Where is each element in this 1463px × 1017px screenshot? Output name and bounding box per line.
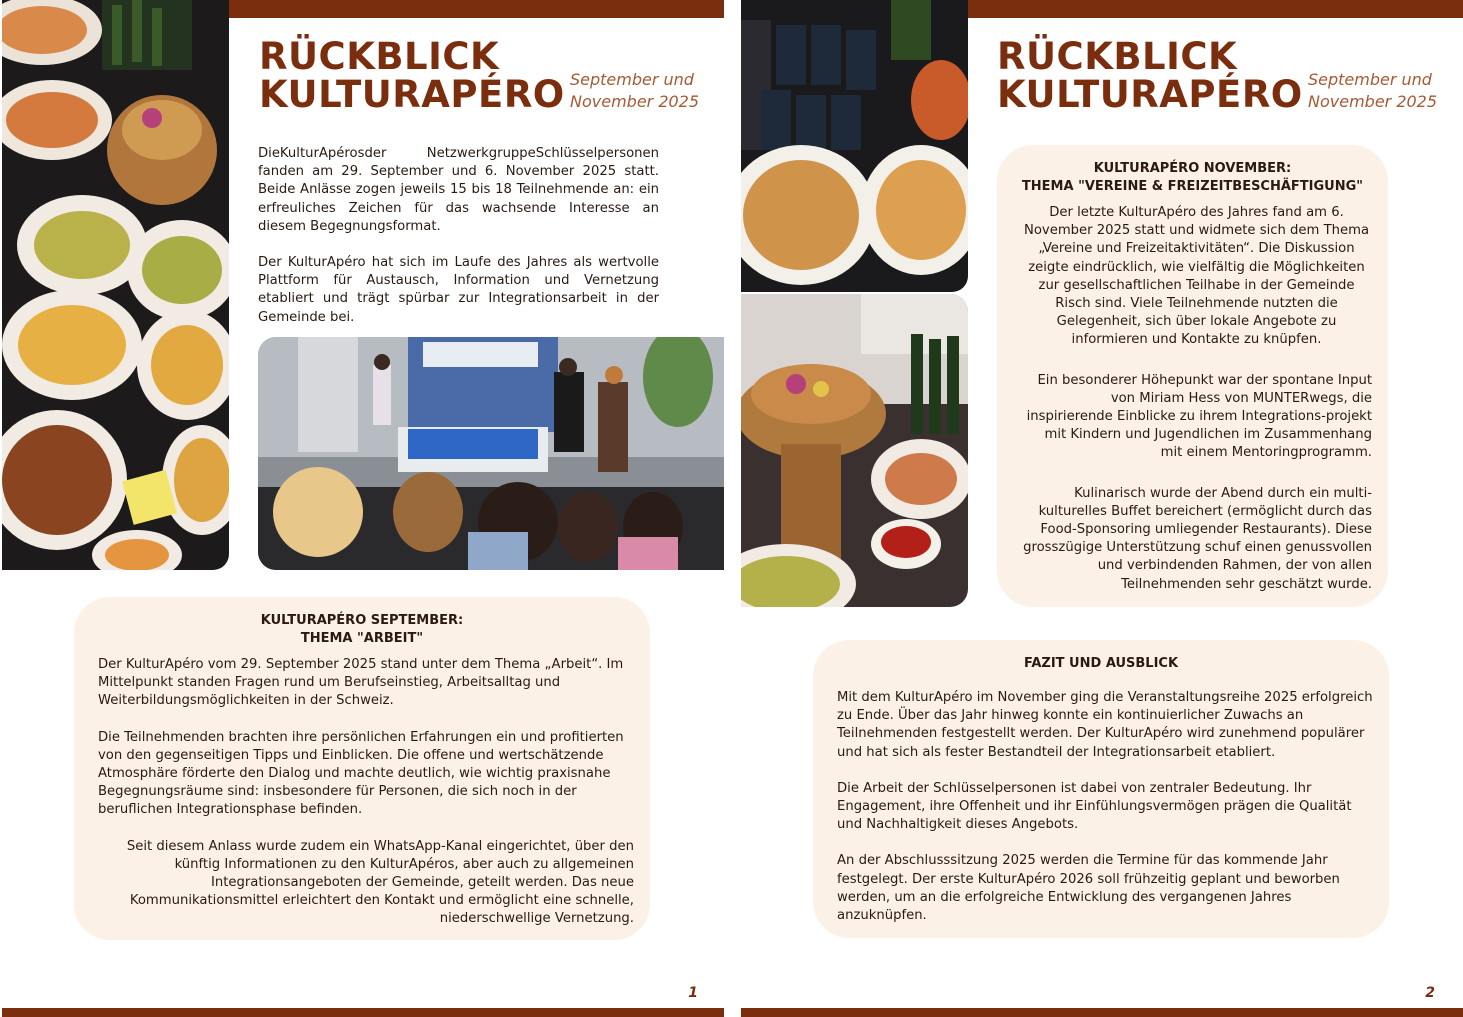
card-heading: KULTURAPÉRO SEPTEMBER: THEMA "ARBEIT" xyxy=(260,613,464,646)
card-paragraph: Ein besonderer Höhepunkt war der spontane Input von Miriam Hess von MUNTERwegs, die inspirierende Einblicke zu ihrem Integrations-projekt mit Kindern und Jugendlichen im Zusammenhang mit einem Mentoringprogramm. xyxy=(1026,372,1372,461)
buffet-table-photo xyxy=(741,294,968,607)
card-heading: KULTURAPÉRO NOVEMBER: THEMA "VEREINE & FREIZEITBESCHÄFTIGUNG" xyxy=(1021,161,1364,194)
card-body xyxy=(1021,204,1372,594)
card-kulturapero-november xyxy=(997,145,1388,607)
page-2 xyxy=(741,0,1463,1017)
card-body xyxy=(98,656,634,929)
card-paragraph: Der KulturApéro vom 29. September 2025 stand unter dem Thema „Arbeit“. Im Mittelpunkt standen Fragen rund um Berufseinstieg, Arbeitsalltag und Weiterbildungsmöglichkeiten in der Schweiz. xyxy=(98,657,624,709)
card-paragraph: Seit diesem Anlass wurde zudem ein WhatsApp-Kanal eingerichtet, über den künftig Informationen zu den KulturApéros, aber auch zu allgemeinen Integrationsangeboten der Gemeinde, geteilt werden. Das neue Kommunikationsmittel erleichtert den Kontakt und ermöglicht eine schnelle, niederschwellige Vernetzung. xyxy=(126,838,634,927)
intro-paragraph: Der KulturApéro hat sich im Laufe des Jahres als wertvolle Plattform für Austausch, Information und Vernetzung etabliert und trägt spürbar zur Integrationsarbeit in der Gemeinde bei. xyxy=(258,255,659,325)
card-kulturapero-september xyxy=(74,597,650,940)
intro-paragraph: DieKulturApérosder NetzwerkgruppeSchlüsselpersonen fanden am 29. September und 6. November 2025 statt. Beide Anlässe zogen jeweils 15 bis 18 Teilnehmende an: ein erfreuliches Zeichen für das wachsende Interesse an diesem Begegnungsformat. xyxy=(258,146,659,234)
top-accent-bar xyxy=(968,0,1463,18)
page-number: 2 xyxy=(1425,985,1435,1001)
card-body xyxy=(837,689,1373,925)
top-accent-bar xyxy=(229,0,724,18)
bottom-accent-bar xyxy=(2,1008,724,1017)
card-heading: FAZIT UND AUSBLICK xyxy=(1023,656,1179,671)
page-title: RÜCKBLICK KULTURAPÉRO xyxy=(997,35,1303,116)
card-paragraph: Die Arbeit der Schlüsselpersonen ist dabei von zentraler Bedeutung. Ihr Engagement, ihre Offenheit und ihr Einfühlungsvermögen prägen die Qualität und Nachhaltigkeit dieses Angebots. xyxy=(837,780,1352,833)
page-title: RÜCKBLICK KULTURAPÉRO xyxy=(259,35,565,116)
meeting-room-photo xyxy=(258,337,724,570)
page-number: 1 xyxy=(688,985,698,1001)
card-fazit-ausblick xyxy=(813,640,1389,938)
card-paragraph: Kulinarisch wurde der Abend durch ein multi-kulturelles Buffet bereichert (ermöglicht durch das Food-Sponsoring umliegender Restaurants). Diese grosszügige Unterstützung schuf einen genussvollen und verbindenden Rahmen, der von allen Teilnehmenden sehr geschätzt wurde. xyxy=(1023,485,1372,592)
page-subtitle: September und November 2025 xyxy=(1308,70,1438,111)
card-paragraph: Die Teilnehmenden brachten ihre persönlichen Erfahrungen ein und profitierten von den gegenseitigen Tipps und Einblicken. Die offene und wertschätzende Atmosphäre förderte den Dialog und machte deutlich, wie wichtig praxisnahe Begegnungsräume sind: insbesondere für Personen, die sich noch in der beruflichen Integrationsphase befinden. xyxy=(98,729,624,818)
card-paragraph: An der Abschlusssitzung 2025 werden die Termine für das kommende Jahr festgelegt. Der erste KulturApéro 2026 soll frühzeitig geplant und beworben werden, um an die erfolgreiche Entwicklung des vergangenen Jahres anzuknüpfen. xyxy=(837,853,1340,924)
food-buffet-photo xyxy=(2,0,229,570)
card-paragraph: Mit dem KulturApéro im November ging die Veranstaltungsreihe 2025 erfolgreich zu Ende. Über das Jahr hinweg konnte ein kontinuierlicher Zuwachs an Teilnehmenden festgestellt werden. Der KulturApéro wird zunehmend populärer und hat sich als fester Bestandteil der Integrationsarbeit etabliert. xyxy=(837,690,1373,760)
bottom-accent-bar xyxy=(741,1008,1463,1017)
pastries-photo xyxy=(741,0,968,292)
card-paragraph: Der letzte KulturApéro des Jahres fand am 6. November 2025 statt und widmete sich dem Thema „Vereine und Freizeitaktivitäten“. Die Diskussion zeigte eindrücklich, wie vielfältig die Möglichkeiten zur gesellschaftlichen Teilhabe in der Gemeinde Risch sind. Viele Teilnehmende nutzten die Gelegenheit, sich über lokale Angebote zu informieren und Kontakte zu knüpfen. xyxy=(1023,205,1370,348)
intro-text xyxy=(258,145,659,345)
page-1 xyxy=(2,0,724,1017)
page-subtitle: September und November 2025 xyxy=(570,70,700,111)
